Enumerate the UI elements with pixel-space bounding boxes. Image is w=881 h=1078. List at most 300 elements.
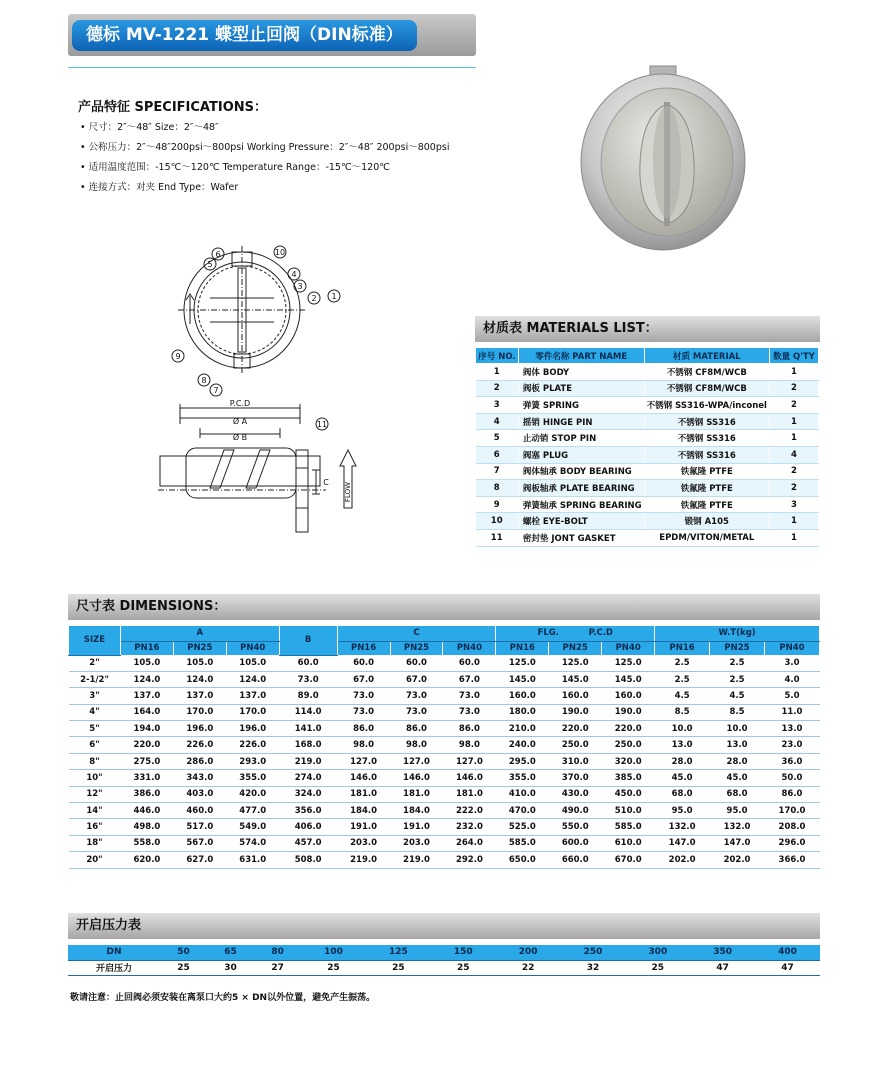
dim-value-cell: 181.0	[337, 786, 390, 802]
cracking-pressure-cell: 30	[207, 960, 254, 975]
dim-value-cell: 146.0	[337, 770, 390, 786]
materials-row	[476, 513, 819, 530]
materials-row	[476, 446, 819, 463]
cracking-pressure-cell: 25	[431, 960, 496, 975]
mat-no: 4	[476, 413, 519, 430]
dim-value-cell: 460.0	[173, 803, 226, 819]
dim-value-cell: 13.0	[655, 737, 710, 753]
dim-value-cell: 127.0	[443, 753, 496, 769]
mat-qty: 1	[769, 364, 818, 381]
dim-value-cell: 490.0	[549, 803, 602, 819]
dim-value-cell: 410.0	[496, 786, 549, 802]
dim-value-cell: 517.0	[173, 819, 226, 835]
dim-value-cell: 356.0	[279, 803, 337, 819]
dim-value-cell: 105.0	[226, 655, 279, 671]
dim-value-cell: 194.0	[120, 721, 173, 737]
mat-part: 阀塞 PLUG	[518, 446, 644, 463]
materials-row	[476, 529, 819, 546]
dim-value-cell: 4.5	[655, 688, 710, 704]
dim-value-cell: 124.0	[120, 671, 173, 687]
dim-value-cell: 4.0	[764, 671, 819, 687]
dim-value-cell: 60.0	[390, 655, 443, 671]
dim-value-cell: 331.0	[120, 770, 173, 786]
mat-qty: 2	[769, 480, 818, 497]
dim-value-cell: 60.0	[279, 655, 337, 671]
dim-value-cell: 60.0	[337, 655, 390, 671]
dim-value-cell: 250.0	[549, 737, 602, 753]
dim-value-cell: 137.0	[173, 688, 226, 704]
dim-size-cell: 8"	[69, 753, 121, 769]
mat-part: 止动销 STOP PIN	[518, 430, 644, 447]
dim-value-cell: 68.0	[655, 786, 710, 802]
materials-row	[476, 413, 819, 430]
dim-wt-pn-header: PN40	[764, 641, 819, 655]
dim-value-cell: 219.0	[390, 852, 443, 868]
dim-size-cell: 2-1/2"	[69, 671, 121, 687]
spec-size: • 尺寸：2″～48″ Size：2″～48″	[80, 118, 449, 138]
mat-qty: 2	[769, 463, 818, 480]
dim-value-cell: 181.0	[443, 786, 496, 802]
cracking-dn-cell: 50	[160, 945, 207, 960]
materials-row	[476, 380, 819, 397]
dim-value-cell: 296.0	[764, 835, 819, 851]
mat-material: 铁氟隆 PTFE	[644, 480, 769, 497]
dimensions-row	[69, 753, 820, 769]
dim-value-cell: 386.0	[120, 786, 173, 802]
dim-value-cell: 310.0	[549, 753, 602, 769]
dim-value-cell: 127.0	[337, 753, 390, 769]
mat-qty: 2	[769, 397, 818, 414]
dim-size-cell: 16"	[69, 819, 121, 835]
callout-8: 8	[201, 376, 207, 385]
dim-value-cell: 355.0	[496, 770, 549, 786]
specifications-list	[80, 118, 449, 198]
mat-part: 阀板轴承 PLATE BEARING	[518, 480, 644, 497]
dim-size-cell: 6"	[69, 737, 121, 753]
dim-value-cell: 8.5	[710, 704, 765, 720]
dim-a-pn-header: PN40	[226, 641, 279, 655]
dim-value-cell: 67.0	[337, 671, 390, 687]
callout-11: 11	[316, 420, 328, 429]
cracking-pressure-row	[68, 960, 820, 975]
cracking-pressure-cell: 47	[690, 960, 755, 975]
dimensions-row	[69, 737, 820, 753]
dim-value-cell: 2.5	[655, 671, 710, 687]
dim-value-cell: 86.0	[390, 721, 443, 737]
mat-no: 7	[476, 463, 519, 480]
mat-qty: 2	[769, 380, 818, 397]
mat-no: 3	[476, 397, 519, 414]
dimensions-row	[69, 803, 820, 819]
dim-value-cell: 430.0	[549, 786, 602, 802]
dim-value-cell: 292.0	[443, 852, 496, 868]
dim-value-cell: 220.0	[549, 721, 602, 737]
dim-value-cell: 89.0	[279, 688, 337, 704]
dim-value-cell: 124.0	[226, 671, 279, 687]
dim-wt-pn-header: PN25	[710, 641, 765, 655]
dim-value-cell: 124.0	[173, 671, 226, 687]
callout-2: 2	[311, 294, 317, 303]
dim-value-cell: 4.5	[710, 688, 765, 704]
dim-value-cell: 567.0	[173, 835, 226, 851]
dim-value-cell: 145.0	[549, 671, 602, 687]
materials-row	[476, 430, 819, 447]
dim-value-cell: 50.0	[764, 770, 819, 786]
dim-header-row-2	[69, 641, 820, 655]
dim-wt-pn-header: PN16	[655, 641, 710, 655]
mat-qty: 1	[769, 430, 818, 447]
dim-group-flg: FLG.	[537, 628, 559, 639]
materials-heading: 材质表 MATERIALS LIST：	[475, 316, 820, 342]
dim-value-cell: 132.0	[710, 819, 765, 835]
callout-6: 6	[215, 250, 221, 259]
dim-value-cell: 125.0	[496, 655, 549, 671]
dim-value-cell: 203.0	[390, 835, 443, 851]
dim-value-cell: 170.0	[173, 704, 226, 720]
dim-size-cell: 12"	[69, 786, 121, 802]
dim-value-cell: 457.0	[279, 835, 337, 851]
dim-value-cell: 8.5	[655, 704, 710, 720]
dim-value-cell: 219.0	[337, 852, 390, 868]
dim-value-cell: 68.0	[710, 786, 765, 802]
dimensions-row	[69, 819, 820, 835]
cracking-pressure-label: 开启压力	[68, 960, 160, 975]
mat-no: 6	[476, 446, 519, 463]
dim-value-cell: 98.0	[337, 737, 390, 753]
dim-value-cell: 13.0	[764, 721, 819, 737]
dim-value-cell: 36.0	[764, 753, 819, 769]
dim-value-cell: 2.5	[710, 671, 765, 687]
dim-value-cell: 86.0	[337, 721, 390, 737]
dim-value-cell: 226.0	[226, 737, 279, 753]
dim-value-cell: 610.0	[602, 835, 655, 851]
page-title: 德标 MV-1221 蝶型止回阀（DIN标准）	[72, 20, 417, 51]
dim-a-pn-header: PN16	[120, 641, 173, 655]
dim-value-cell: 160.0	[602, 688, 655, 704]
cracking-heading: 开启压力表	[68, 913, 820, 939]
mat-qty: 1	[769, 513, 818, 530]
dim-c-pn-header: PN16	[337, 641, 390, 655]
dim-value-cell: 525.0	[496, 819, 549, 835]
mat-qty: 3	[769, 496, 818, 513]
dim-value-cell: 73.0	[390, 688, 443, 704]
dim-value-cell: 184.0	[337, 803, 390, 819]
dim-value-cell: 406.0	[279, 819, 337, 835]
cracking-pressure-cell: 32	[561, 960, 626, 975]
dim-value-cell: 446.0	[120, 803, 173, 819]
spec-temperature: • 适用温度范围：-15℃～120℃ Temperature Range：-15℃～120℃	[80, 158, 449, 178]
mat-part: 摇销 HINGE PIN	[518, 413, 644, 430]
dim-value-cell: 420.0	[226, 786, 279, 802]
dim-value-cell: 370.0	[549, 770, 602, 786]
dim-value-cell: 250.0	[602, 737, 655, 753]
materials-row	[476, 364, 819, 381]
materials-table	[475, 347, 819, 547]
dim-value-cell: 168.0	[279, 737, 337, 753]
dim-pcd-pn-header: PN16	[496, 641, 549, 655]
dim-value-cell: 105.0	[120, 655, 173, 671]
dim-value-cell: 45.0	[655, 770, 710, 786]
dim-value-cell: 137.0	[226, 688, 279, 704]
mat-part: 阀板 PLATE	[518, 380, 644, 397]
mat-part: 弹簧 SPRING	[518, 397, 644, 414]
dim-value-cell: 203.0	[337, 835, 390, 851]
callout-1: 1	[331, 292, 337, 301]
cracking-pressure-cell: 47	[755, 960, 820, 975]
mat-no: 9	[476, 496, 519, 513]
dim-value-cell: 145.0	[496, 671, 549, 687]
dim-value-cell: 67.0	[390, 671, 443, 687]
cracking-pressure-cell: 25	[366, 960, 431, 975]
dim-value-cell: 10.0	[710, 721, 765, 737]
dim-value-cell: 226.0	[173, 737, 226, 753]
cracking-dn-row	[68, 945, 820, 960]
dim-value-cell: 600.0	[549, 835, 602, 851]
dim-value-cell: 549.0	[226, 819, 279, 835]
spec-pressure: • 公称压力：2″～48″200psi～800psi Working Pressure：2″～48″ 200psi～800psi	[80, 138, 449, 158]
dim-value-cell: 170.0	[764, 803, 819, 819]
dim-value-cell: 320.0	[602, 753, 655, 769]
mat-material: 不锈钢 SS316	[644, 430, 769, 447]
dim-value-cell: 2.5	[710, 655, 765, 671]
dim-size-cell: 20"	[69, 852, 121, 868]
dim-size-cell: 2"	[69, 655, 121, 671]
dim-value-cell: 114.0	[279, 704, 337, 720]
mat-qty: 4	[769, 446, 818, 463]
mat-material: 不锈钢 SS316	[644, 413, 769, 430]
dim-value-cell: 146.0	[443, 770, 496, 786]
dim-value-cell: 190.0	[602, 704, 655, 720]
dim-value-cell: 28.0	[655, 753, 710, 769]
mat-col-no: 序号 NO.	[476, 348, 519, 364]
dim-value-cell: 293.0	[226, 753, 279, 769]
dim-value-cell: 184.0	[390, 803, 443, 819]
title-divider	[68, 67, 476, 68]
dim-group-pcd: P.C.D	[588, 628, 613, 639]
cracking-dn-cell: 80	[254, 945, 301, 960]
materials-row	[476, 496, 819, 513]
cracking-pressure-cell: 27	[254, 960, 301, 975]
cracking-pressure-cell: 25	[301, 960, 366, 975]
dim-value-cell: 660.0	[549, 852, 602, 868]
dim-value-cell: 125.0	[602, 655, 655, 671]
dimensions-row	[69, 704, 820, 720]
product-photo	[578, 64, 748, 254]
callout-3: 3	[297, 282, 303, 291]
dim-value-cell: 196.0	[173, 721, 226, 737]
mat-material: 锻钢 A105	[644, 513, 769, 530]
mat-material: 不锈钢 CF8M/WCB	[644, 364, 769, 381]
dim-value-cell: 585.0	[602, 819, 655, 835]
technical-drawing	[150, 238, 385, 543]
dim-size-cell: 10"	[69, 770, 121, 786]
dim-value-cell: 11.0	[764, 704, 819, 720]
cracking-dn-cell: 200	[496, 945, 561, 960]
dim-value-cell: 343.0	[173, 770, 226, 786]
materials-row	[476, 397, 819, 414]
dim-value-cell: 355.0	[226, 770, 279, 786]
dim-value-cell: 160.0	[549, 688, 602, 704]
dim-value-cell: 202.0	[710, 852, 765, 868]
dim-value-cell: 180.0	[496, 704, 549, 720]
dim-value-cell: 196.0	[226, 721, 279, 737]
callout-5: 5	[207, 260, 213, 269]
dim-value-cell: 127.0	[390, 753, 443, 769]
dim-value-cell: 620.0	[120, 852, 173, 868]
dim-value-cell: 385.0	[602, 770, 655, 786]
cracking-table	[68, 945, 820, 976]
dimensions-row	[69, 770, 820, 786]
dim-value-cell: 141.0	[279, 721, 337, 737]
dim-value-cell: 498.0	[120, 819, 173, 835]
dim-col-b: B	[279, 626, 337, 655]
dim-pcd-label: P.C.D	[229, 399, 251, 408]
dim-size-cell: 5"	[69, 721, 121, 737]
dim-a-pn-header: PN25	[173, 641, 226, 655]
dim-value-cell: 164.0	[120, 704, 173, 720]
dimensions-row	[69, 688, 820, 704]
dim-value-cell: 147.0	[655, 835, 710, 851]
dim-value-cell: 73.0	[337, 688, 390, 704]
cracking-dn-cell: 250	[561, 945, 626, 960]
cracking-dn-cell: 125	[366, 945, 431, 960]
dim-value-cell: 477.0	[226, 803, 279, 819]
cracking-dn-cell: 300	[625, 945, 690, 960]
callout-9: 9	[175, 352, 181, 361]
dim-value-cell: 86.0	[443, 721, 496, 737]
cracking-dn-cell: 65	[207, 945, 254, 960]
dimensions-row	[69, 655, 820, 671]
dim-value-cell: 2.5	[655, 655, 710, 671]
dim-value-cell: 222.0	[443, 803, 496, 819]
dim-header-row-1	[69, 626, 820, 641]
dim-value-cell: 240.0	[496, 737, 549, 753]
dim-value-cell: 10.0	[655, 721, 710, 737]
dimensions-table	[68, 626, 820, 869]
materials-row	[476, 463, 819, 480]
mat-col-part: 零件名称 PART NAME	[518, 348, 644, 364]
callout-7: 7	[213, 386, 219, 395]
dim-value-cell: 28.0	[710, 753, 765, 769]
flow-label: FLOW	[344, 481, 352, 503]
dim-value-cell: 627.0	[173, 852, 226, 868]
mat-part: 弹簧轴承 SPRING BEARING	[518, 496, 644, 513]
dim-value-cell: 558.0	[120, 835, 173, 851]
dim-value-cell: 190.0	[549, 704, 602, 720]
dim-value-cell: 191.0	[337, 819, 390, 835]
dim-c-pn-header: PN25	[390, 641, 443, 655]
mat-part: 螺栓 EYE-BOLT	[518, 513, 644, 530]
mat-no: 10	[476, 513, 519, 530]
mat-material: 铁氟隆 PTFE	[644, 463, 769, 480]
dim-pcd-pn-header: PN25	[549, 641, 602, 655]
dim-value-cell: 208.0	[764, 819, 819, 835]
dim-value-cell: 450.0	[602, 786, 655, 802]
dim-value-cell: 585.0	[496, 835, 549, 851]
specifications-heading: 产品特征 SPECIFICATIONS：	[78, 100, 267, 115]
dim-value-cell: 403.0	[173, 786, 226, 802]
dim-pcd-pn-header: PN40	[602, 641, 655, 655]
dim-group-c: C	[337, 626, 496, 641]
dim-value-cell: 132.0	[655, 819, 710, 835]
dim-value-cell: 86.0	[764, 786, 819, 802]
callout-4: 4	[291, 270, 297, 279]
dim-col-size: SIZE	[69, 626, 121, 655]
dim-c-label: C	[323, 478, 329, 487]
dim-value-cell: 191.0	[390, 819, 443, 835]
cracking-pressure-cell: 25	[160, 960, 207, 975]
mat-part: 密封垫 JONT GASKET	[518, 529, 644, 546]
materials-header-row	[476, 348, 819, 364]
dim-value-cell: 73.0	[443, 704, 496, 720]
cracking-dn-cell: 100	[301, 945, 366, 960]
dim-size-cell: 18"	[69, 835, 121, 851]
dim-value-cell: 219.0	[279, 753, 337, 769]
dim-group-wt: W.T(kg)	[655, 626, 820, 641]
dimensions-row	[69, 852, 820, 868]
dim-value-cell: 73.0	[390, 704, 443, 720]
spec-end-type: • 连接方式：对夹 End Type：Wafer	[80, 178, 449, 198]
installation-note: 敬请注意：止回阀必须安装在离泵口大约5 × DN以外位置，避免产生振荡。	[70, 993, 376, 1003]
dim-value-cell: 60.0	[443, 655, 496, 671]
mat-col-qty: 数量 Q'TY	[769, 348, 818, 364]
mat-part: 阀体轴承 BODY BEARING	[518, 463, 644, 480]
dim-value-cell: 274.0	[279, 770, 337, 786]
cracking-dn-cell: 350	[690, 945, 755, 960]
dim-value-cell: 23.0	[764, 737, 819, 753]
mat-no: 2	[476, 380, 519, 397]
dim-value-cell: 631.0	[226, 852, 279, 868]
dim-value-cell: 286.0	[173, 753, 226, 769]
dim-value-cell: 324.0	[279, 786, 337, 802]
dim-value-cell: 147.0	[710, 835, 765, 851]
mat-no: 8	[476, 480, 519, 497]
mat-part: 阀体 BODY	[518, 364, 644, 381]
dim-value-cell: 181.0	[390, 786, 443, 802]
dim-b-label: Ø B	[232, 433, 248, 442]
dim-value-cell: 264.0	[443, 835, 496, 851]
dim-value-cell: 13.0	[710, 737, 765, 753]
mat-material: 不锈钢 SS316-WPA/inconel	[644, 397, 769, 414]
callout-10: 10	[274, 248, 286, 257]
dim-value-cell: 67.0	[443, 671, 496, 687]
dim-value-cell: 550.0	[549, 819, 602, 835]
cracking-dn-label: DN	[68, 945, 160, 960]
dim-value-cell: 145.0	[602, 671, 655, 687]
dim-value-cell: 137.0	[120, 688, 173, 704]
mat-qty: 1	[769, 413, 818, 430]
dim-value-cell: 650.0	[496, 852, 549, 868]
mat-col-material: 材质 MATERIAL	[644, 348, 769, 364]
dim-value-cell: 574.0	[226, 835, 279, 851]
dim-group-flg-pcd	[496, 626, 655, 641]
cracking-pressure-cell: 25	[625, 960, 690, 975]
dimensions-row	[69, 721, 820, 737]
dim-value-cell: 5.0	[764, 688, 819, 704]
dim-value-cell: 73.0	[279, 671, 337, 687]
dim-value-cell: 73.0	[443, 688, 496, 704]
cracking-dn-cell: 150	[431, 945, 496, 960]
dimensions-row	[69, 671, 820, 687]
mat-material: 不锈钢 CF8M/WCB	[644, 380, 769, 397]
cracking-dn-cell: 400	[755, 945, 820, 960]
mat-no: 5	[476, 430, 519, 447]
dim-value-cell: 202.0	[655, 852, 710, 868]
dim-value-cell: 170.0	[226, 704, 279, 720]
mat-material: 不锈钢 SS316	[644, 446, 769, 463]
dimensions-row	[69, 786, 820, 802]
dim-c-pn-header: PN40	[443, 641, 496, 655]
